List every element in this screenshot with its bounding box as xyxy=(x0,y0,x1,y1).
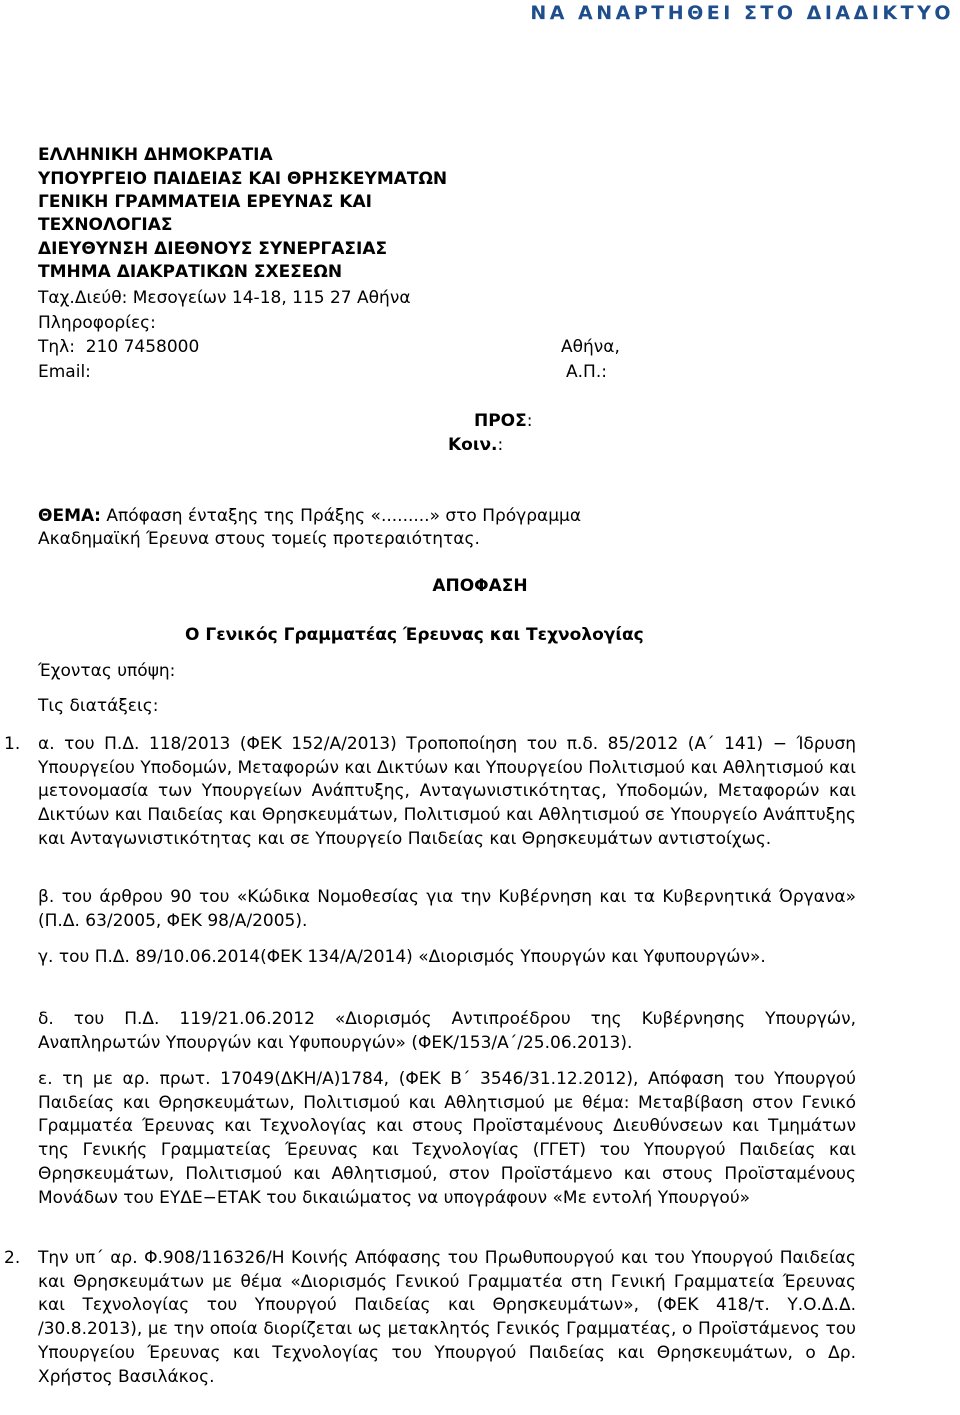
to-label: ΠΡΟΣ xyxy=(474,411,527,431)
info-label: Πληροφορίες: xyxy=(38,313,156,333)
email-label: Email: xyxy=(38,362,91,382)
provision-2: Την υπ΄ αρ. Φ.908/116326/Η Κοινής Απόφασης του Πρωθυπουργού και του Υπουργού Παιδείας και Θρησκευμάτων με θέμα «Διορισμός Γενικού Γραμματέα στη Γενική Γραμματεία Έρευνας και Τεχνολογίας του Υπουργού Παιδείας και Θρησκευμάτων», (ΦΕΚ 418/τ. Υ.Ο.Δ.Δ. /30.8.2013), με την οποία διορίζεται ως μετακλητός Γενικός Γραμματέας, ο Προϊστάμενος του Υπουργείου Έρευνας και Τεχνολογίας του Υπουργού Παιδείας και Θρησκευμάτων, ο Δρ. Χρήστος Βασιλάκος. xyxy=(38,1248,856,1387)
item-number: 2. xyxy=(4,1248,21,1268)
address: Ταχ.Διεύθ: Μεσογείων 14-18, 115 27 Αθήνα xyxy=(38,288,411,308)
subject-label: ΘΕΜΑ: xyxy=(38,506,101,526)
to-colon: : xyxy=(526,411,533,431)
header-line: ΓΕΝΙΚΗ ΓΡΑΜΜΑΤΕΙΑ ΕΡΕΥΝΑΣ ΚΑΙ xyxy=(38,192,372,212)
phone: Τηλ: 210 7458000 xyxy=(38,337,200,357)
header-line: ΥΠΟΥΡΓΕΙΟ ΠΑΙΔΕΙΑΣ ΚΑΙ ΘΡΗΣΚΕΥΜΑΤΩΝ xyxy=(38,169,448,189)
signatory-title: Ο Γενικός Γραμματέας Έρευνας και Τεχνολογίας xyxy=(185,625,644,645)
protocol-number: Α.Π.: xyxy=(566,362,607,382)
provision-e: ε. τη με αρ. πρωτ. 17049(ΔΚΗ/Α)1784, (ΦΕΚ Β΄ 3546/31.12.2012), Απόφαση του Υπουργού Παιδείας και Θρησκευμάτων, Πολιτισμού και Αθλητισμού με θέμα: Μεταβίβαση στον Γενικό Γραμματέα Έρευνας και Τεχνολογίας και στους Προϊσταμένους Διευθύνσεων και Τμημάτων της Γενικής Γραμματείας Έρευνας και Τεχνολογίας (ΓΓΕΤ) του Υπουργού Παιδείας και Θρησκευμάτων, Πολιτισμού και Αθλητισμού, στον Προϊστάμενο και στους Προϊσταμένους Μονάδων του ΕΥΔΕ−ΕΤΑΚ του δικαιώματος να υπογράφουν «Με εντολή Υπουργού» xyxy=(38,1069,856,1208)
item-number: 1. xyxy=(4,734,21,754)
recipient-to xyxy=(474,410,533,433)
cc-colon: : xyxy=(497,435,504,455)
provisions-label: Τις διατάξεις: xyxy=(38,696,159,716)
header-line: ΕΛΛΗΝΙΚΗ ΔΗΜΟΚΡΑΤΙΑ xyxy=(38,145,273,165)
provision-a: α. του Π.Δ. 118/2013 (ΦΕΚ 152/Α/2013) Τροποποίηση του π.δ. 85/2012 (Α΄ 141) − Ίδρυση Υπουργείου Υποδομών, Μεταφορών και Δικτύων και Υπουργείου Πολιτισμού και Αθλητισμού και μετονομασία των Υπουργείων Ανάπτυξης, Ανταγωνιστικότητας, Υποδομών, Μεταφορών και Δικτύων και Παιδείας και Θρησκευμάτων, Πολιτισμού και Αθλητισμού σε Υπουργείο Ανάπτυξης και Ανταγωνιστικότητας και σε Υπουργείο Παιδείας και Θρησκευμάτων αντιστοίχως. xyxy=(38,734,856,849)
header-line: ΤΕΧΝΟΛΟΓΙΑΣ xyxy=(38,215,173,235)
considering-label: Έχοντας υπόψη: xyxy=(38,661,176,681)
header-line: ΔΙΕΥΘΥΝΣΗ ΔΙΕΘΝΟΥΣ ΣΥΝΕΡΓΑΣΙΑΣ xyxy=(38,239,388,259)
provision-c: γ. του Π.Δ. 89/10.06.2014(ΦΕΚ 134/Α/2014) «Διορισμός Υπουργών και Υφυπουργών». xyxy=(38,947,766,967)
provision-b: β. του άρθρου 90 του «Κώδικα Νομοθεσίας για την Κυβέρνηση και τα Κυβερνητικά Όργανα» (Π.Δ. 63/2005, ΦΕΚ 98/Α/2005). xyxy=(38,887,856,931)
subject xyxy=(38,504,856,528)
header-line: ΤΜΗΜΑ ΔΙΑΚΡΑΤΙΚΩΝ ΣΧΕΣΕΩΝ xyxy=(38,262,343,282)
decision-title: ΑΠΟΦΑΣΗ xyxy=(432,576,528,596)
recipient-cc xyxy=(448,434,503,457)
publish-banner: ΝΑ ΑΝΑΡΤΗΘΕΙ ΣΤΟ ΔΙΑΔΙΚΤΥΟ xyxy=(530,2,954,24)
cc-label: Κοιν. xyxy=(448,435,498,455)
city-date: Αθήνα, xyxy=(561,337,620,357)
provision-d: δ. του Π.Δ. 119/21.06.2012 «Διορισμός Αντιπροέδρου της Κυβέρνησης Υπουργών, Αναπληρωτών Υπουργών και Υφυπουργών» (ΦΕΚ/153/Α΄/25.06.2013). xyxy=(38,1009,856,1053)
subject-continuation: Ακαδημαϊκή Έρευνα στους τομείς προτεραιότητας. xyxy=(38,529,480,549)
subject-text: Απόφαση ένταξης της Πράξης «.........» στο Πρόγραμμα xyxy=(106,506,582,526)
